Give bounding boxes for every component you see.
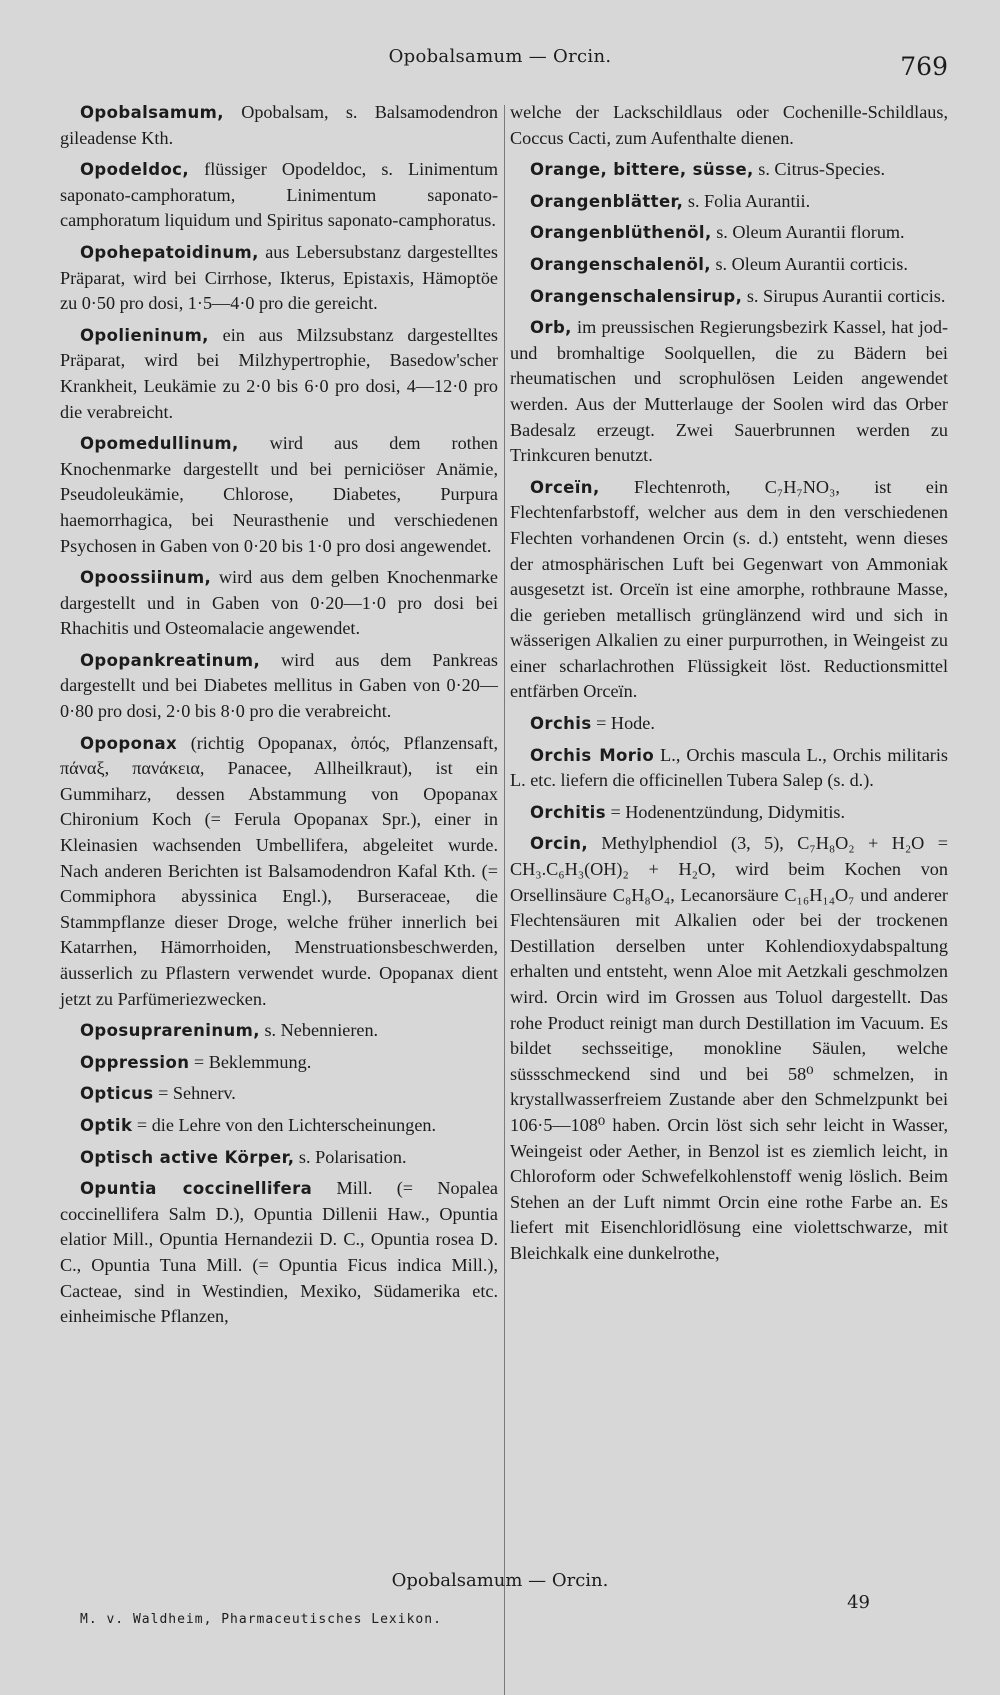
- dictionary-entry: [60, 1176, 498, 1330]
- entry-text: s. Polarisation.: [294, 1146, 407, 1167]
- entry-text: Methylphendiol (3, 5), C₇H₈O₂ + H₂O = CH₃.C₆H₃(OH)₂ + H₂O, wird beim Kochen von Orsellinsäure C₈H₈O₄, Lecanorsäure C₁₆H₁₄O₇ und anderer Flechtensäuren mit Alkalien oder bei der trockenen Destillation derselben unter Kohlendioxydabspaltung erhalten und entsteht, wenn Aloe mit Aetzkali geschmolzen wird. Orcin wird im Grossen aus Toluol dargestellt. Das rohe Product reinigt man durch Destillation im Vacuum. Es bildet sechsseitige, monokline Säulen, welche süssschmeckend sind und bei 58⁰ schmelzen, in krystallwasserfreiem Zustande aber den Schmelzpunkt bei 106·5—108⁰ haben. Orcin löst sich sehr leicht in Wasser, Weingeist oder Aether, in Benzol ist es ziemlich leicht, in Chloroform oder Schwefelkohlenstoff wenig löslich. Beim Stehen an der Luft nimmt Orcin eine rothe Farbe an. Es liefert mit Eisenchloridlösung eine violettschwarze, mit Bleichkalk eine dunkelrothe,: [510, 833, 948, 1263]
- dictionary-entry: [60, 240, 498, 317]
- entry-headword: Opodeldoc,: [80, 160, 190, 180]
- entry-headword: Orchitis: [530, 802, 606, 822]
- dictionary-entry: [60, 1113, 498, 1139]
- entry-text: im preussischen Regierungsbezirk Kassel, hat jod- und bromhaltige Soolquellen, die zu Bädern bei rheumatischen und scrophulösen Leiden angewendet werden. Aus der Mutterlauge der Soolen wird das Orber Badesalz erzeugt. Zwei Sauerbrunnen werden zu Trinkcuren benutzt.: [510, 317, 948, 466]
- dictionary-entry: [510, 800, 948, 826]
- entry-headword: Opopankreatinum,: [80, 650, 261, 670]
- running-head: Opobalsamum — Orcin.: [388, 46, 612, 67]
- dictionary-entry: [510, 315, 948, 469]
- entry-headword: Opomedullinum,: [80, 434, 239, 454]
- entry-text: L., Orchis mascula L., Orchis militaris L. etc. liefern die officinellen Tubera Salep (s. d.).: [510, 744, 948, 791]
- dictionary-entry: [510, 711, 948, 737]
- entry-text: ein aus Milzsubstanz dargestelltes Präparat, wird bei Milzhypertrophie, Basedow'scher Krankheit, Leukämie zu 2·0 bis 6·0 pro dosi, 4—12·0 pro die verabreicht.: [60, 324, 498, 422]
- entry-text: = Sehnerv.: [153, 1083, 236, 1104]
- entry-text: = die Lehre von den Lichterscheinungen.: [132, 1114, 437, 1135]
- entry-text: = Beklemmung.: [189, 1051, 312, 1072]
- entry-text: s. Oleum Aurantii corticis.: [710, 253, 908, 274]
- footer-note: M. v. Waldheim, Pharmaceutisches Lexikon.: [80, 1612, 442, 1627]
- entry-headword: Orangenschalenöl,: [530, 254, 711, 274]
- left-column: [60, 100, 498, 1336]
- entry-headword: Orange, bittere, süsse,: [530, 160, 754, 180]
- entry-headword: Optik: [80, 1115, 133, 1135]
- dictionary-entry: [60, 731, 498, 1013]
- dictionary-entry: [510, 189, 948, 215]
- entry-headword: Oppression: [80, 1052, 190, 1072]
- column-divider: [504, 105, 505, 1695]
- entry-text: s. Citrus-Species.: [753, 159, 886, 180]
- entry-headword: Opoossiinum,: [80, 568, 212, 588]
- sheet-signature: 49: [847, 1592, 870, 1613]
- entry-text: Mill. (= Nopalea coccinellifera Salm D.), Opuntia Dillenii Haw., Opuntia elatior Mill., Opuntia Hernandezii D. C., Opuntia rosea D. C., Opuntia Tuna Mill. (= Opuntia Ficus indica Mill.), Cacteae, sind in Westindien, Mexiko, Südamerika etc. einheimische Pflanzen,: [60, 1178, 498, 1327]
- entry-headword: Opolieninum,: [80, 325, 209, 345]
- entry-headword: Opuntia coccinellifera: [80, 1179, 313, 1199]
- entry-text: wird aus dem Pankreas dargestellt und bei Diabetes mellitus in Gaben von 0·20—0·80 pro dosi, 2·0 bis 8·0 pro die verabreicht.: [60, 649, 498, 722]
- dictionary-entry: [60, 100, 498, 151]
- dictionary-entry: [60, 1050, 498, 1076]
- dictionary-entry: [510, 284, 948, 310]
- page-number: 769: [900, 52, 948, 81]
- dictionary-entry: [510, 157, 948, 183]
- entry-text: = Hode.: [591, 713, 655, 734]
- entry-headword: Opohepatoidinum,: [80, 242, 259, 262]
- entry-headword: Orchis: [530, 714, 592, 734]
- entry-headword: Orangenschalensirup,: [530, 286, 743, 306]
- entry-text: aus Lebersubstanz dargestelltes Präparat, wird bei Cirrhose, Ikterus, Epistaxis, Hämoptöe zu 0·50 pro dosi, 1·5—4·0 pro die gereicht.: [60, 241, 498, 314]
- entry-text: flüssiger Opodeldoc, s. Linimentum saponato-camphoratum, Linimentum saponato-camphoratum liquidum und Spiritus saponato-camphoratus.: [60, 159, 498, 231]
- footer-running-head: Opobalsamum — Orcin.: [391, 1570, 609, 1591]
- entry-text: (richtig Opopanax, ὀπός, Pflanzensaft, πάναξ, πανάκεια, Panacee, Allheilkraut), ist ein Gummiharz, dessen Abstammung von Opopanax Chironium Koch (= Ferula Opopanax Spr.), einer in Kleinasien wachsenden Umbellifera, abgeleitet wurde. Nach anderen Berichten ist Balsamodendron Kafal Kth. (= Commiphora abyssinica Engl.), Burseraceae, die Stammpflanze dieser Droge, welche früher innerlich bei Katarrhen, Hämorrhoiden, Menstruationsbeschwerden, äusserlich zu Pflastern verwendet wurde. Opopanax dient jetzt zu Parfümeriezwecken.: [60, 732, 498, 1009]
- dictionary-entry: [60, 1145, 498, 1171]
- dictionary-entry: [60, 565, 498, 642]
- dictionary-entry: [60, 1081, 498, 1107]
- entry-headword: Orcin,: [530, 834, 589, 854]
- entry-text: s. Sirupus Aurantii corticis.: [742, 285, 946, 306]
- entry-text: s. Oleum Aurantii florum.: [711, 222, 905, 243]
- right-column: [510, 100, 948, 1273]
- entry-headword: Orb,: [530, 318, 572, 338]
- dictionary-entry: [510, 220, 948, 246]
- entry-text: s. Nebennieren.: [259, 1020, 379, 1041]
- entry-headword: Opoponax: [80, 733, 178, 753]
- dictionary-entry: [510, 100, 948, 151]
- entry-headword: Optisch active Körper,: [80, 1147, 295, 1167]
- entry-text: welche der Lackschildlaus oder Cochenille-Schildlaus, Coccus Cacti, zum Aufenthalte dienen.: [510, 102, 948, 148]
- dictionary-entry: [510, 252, 948, 278]
- entry-headword: Opticus: [80, 1084, 154, 1104]
- dictionary-entry: [60, 1018, 498, 1044]
- dictionary-entry: [510, 831, 948, 1266]
- dictionary-entry: [60, 323, 498, 425]
- dictionary-entry: [60, 431, 498, 559]
- entry-text: = Hodenentzündung, Didymitis.: [605, 801, 846, 822]
- entry-headword: Orangenblüthenöl,: [530, 223, 712, 243]
- entry-headword: Orceïn,: [530, 477, 600, 497]
- entry-text: wird aus dem rothen Knochenmarke dargestellt und bei perniciöser Anämie, Pseudoleukämie, Chlorose, Diabetes, Purpura haemorrhagica, bei Neurasthenie und verschiedenen Psychosen in Gaben von 0·20 bis 1·0 pro dosi angewendet.: [60, 433, 498, 556]
- entry-text: s. Folia Aurantii.: [683, 190, 811, 211]
- entry-headword: Oposuprareninum,: [80, 1021, 260, 1041]
- entry-text: Opobalsam, s. Balsamodendron gileadense Kth.: [60, 102, 498, 148]
- dictionary-entry: [60, 648, 498, 725]
- entry-text: Flechtenroth, C₇H₇NO₃, ist ein Flechtenfarbstoff, welcher aus dem in den verschiedenen Flechten vorhandenen Orcin (s. d.) entsteht, wenn dieses der atmosphärischen Luft bei Gegenwart von Ammoniak ausgesetzt ist. Orceïn ist eine amorphe, rothbraune Masse, die gerieben metallisch grünglänzend wird und sich in wässerigen Alkalien zu einer purpurrothen, in Weingeist zu einer scharlachrothen Flüssigkeit löst. Reductionsmittel entfärben Orceïn.: [510, 476, 948, 702]
- entry-headword: Orangenblätter,: [530, 191, 684, 211]
- dictionary-entry: [60, 157, 498, 234]
- entry-headword: Orchis Morio: [530, 745, 655, 765]
- entry-headword: Opobalsamum,: [80, 103, 224, 122]
- entry-text: wird aus dem gelben Knochenmarke dargestellt und in Gaben von 0·20—1·0 pro dosi bei Rhachitis und Osteomalacie angewendet.: [60, 567, 498, 639]
- dictionary-entry: [510, 475, 948, 705]
- dictionary-entry: [510, 743, 948, 794]
